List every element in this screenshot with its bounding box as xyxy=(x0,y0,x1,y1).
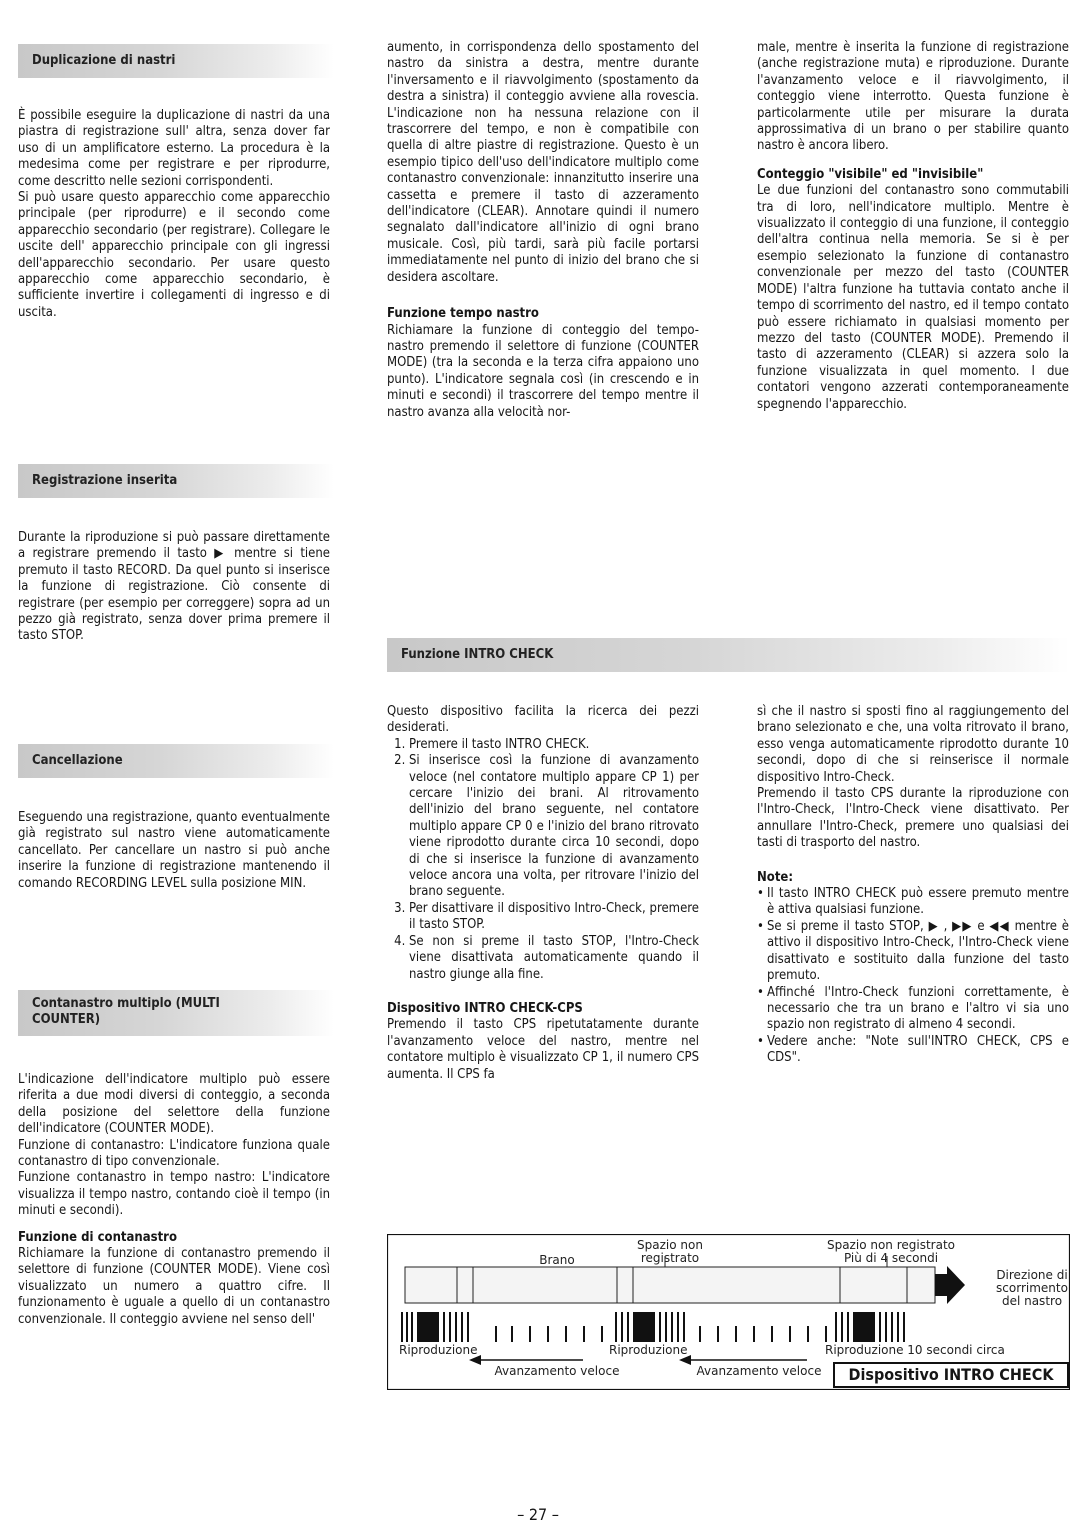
label-direzione-3: del nastro xyxy=(1001,1294,1063,1308)
list-item: • Il tasto INTRO CHECK può essere premuto mentre è attiva qualsiasi funzione. xyxy=(757,886,1069,919)
list-item: 4. Se non si preme il tasto STOP, l'Intro-Check viene disattivata automaticamente quando il nastro giunge alla fine. xyxy=(409,934,699,983)
label-spazio4-2: Più di 4 secondi xyxy=(843,1251,939,1265)
paragraph: male, mentre è inserita la funzione di registrazione (anche registrazione muta) e riproduzione. Durante l'avanzamento veloce e il riavvolgimento, il conteggio viene interrotto. Questa funzione è particolarmente utile per misurare la durata approssimativa di un brano o per stabilire quanto nastro è ancora libero. xyxy=(757,40,1069,154)
intro-steps-list xyxy=(387,737,699,983)
paragraph: Premendo il tasto CPS durante la riproduzione con l'Intro-Check, l'Intro-Check viene disattivato. Per annullare l'Intro-Check, premere uno qualsiasi dei tasti di trasporto del nastro. xyxy=(757,786,1069,851)
header-cancellazione: Cancellazione xyxy=(18,744,334,778)
label-direzione-2: scorrimento xyxy=(996,1281,1068,1295)
subheading-note: Note: xyxy=(757,869,794,885)
list-item: 2. Si inserisce così la funzione di avanzamento veloce (nel contatore multiplo appare CP 1) per cercare l'inizio dei brani. Al ritrovamento dell'inizio del brano seguente, nel contatore multiplo appare CP 0 e l'inizio del brano ritrovato viene riprodotto durante circa 10 secondi, dopo di che si inserisce la funzione di avanzamento veloce ancora una volta, per ritrovare l'inizio del brano seguente. xyxy=(409,753,699,901)
subheading-intro-check-cps: Dispositivo INTRO CHECK-CPS xyxy=(387,1000,583,1016)
paragraph: Funzione di contanastro: L'indicatore funziona quale contanastro di tipo convenzionale. xyxy=(18,1137,330,1170)
paragraph: È possibile eseguire la duplicazione di nastri da una piastra di registrazione sull' altra, senza dover far uso di un amplificatore esterno. La procedura è la medesima come per registrare e per riprodurre, come descritto nelle sezioni corrispondenti. xyxy=(18,108,330,189)
list-item: 1. Premere il tasto INTRO CHECK. xyxy=(409,737,699,753)
header-contanastro-multiplo: Contanastro multiplo (MULTI COUNTER) xyxy=(18,990,334,1036)
tape-strip xyxy=(405,1267,935,1303)
list-item: • Vedere anche: "Note sull'INTRO CHECK, CPS e CDS". xyxy=(757,1034,1069,1067)
paragraph: aumento, in corrispondenza dello spostamento del nastro da sinistra a destra, mentre durante l'inversamento e il riavvolgimento (spostamento da destra a sinistra) il conteggio avviene alla rovescia. L'indicazione non ha nessuna relazione con il trascorrere del tempo, e non è compatibile con quella di altre piastre di registrazione. Questo è un esempio tipico dell'uso dell'indicatore multiplo come contanastro convenzionale: innanzitutto inserire una cassetta e premere il tasto di azzeramento dell'indicatore (CLEAR). Annotare quindi il numero segnalato dall'indicatore all'inizio di ogni brano musicale. Così, più tardi, sarà più facile portarsi immediatamente nel punto di inizio del brano che si desidera ascoltare. xyxy=(387,40,699,285)
label-avanzamento-2: Avanzamento veloce xyxy=(696,1364,822,1378)
cancellazione-text xyxy=(18,810,330,892)
label-direzione-1: Direzione di xyxy=(996,1268,1068,1282)
label-brano: Brano xyxy=(539,1253,575,1267)
label-spazio-1: Spazio non xyxy=(637,1238,703,1252)
playback-block xyxy=(417,1312,439,1342)
subheading-funzione-contanastro: Funzione di contanastro xyxy=(18,1229,177,1245)
header-duplicazione: Duplicazione di nastri xyxy=(18,44,334,78)
list-item: • Se si preme il tasto STOP, ▶ , ▶▶ e ◀◀ mentre è attivo il dispositivo Intro-Check, l'Intro-Check viene disattivato e sostituito dalla funzione del tasto premuto. xyxy=(757,919,1069,985)
intro-check-diagram xyxy=(387,1234,1070,1390)
paragraph: Le due funzioni del contanastro sono commutabili tra di loro, nell'indicatore multiplo. Mentre è visualizzato il conteggio di una funzione, il conteggio dell'altra continua nella memoria. Se si è per esempio selezionato la funzione di contanastro convenzionale per mezzo del tasto (COUNTER MODE) l'altra funzione ha tuttavia contato anche il tempo di scorrimento del nastro, ed il tempo contato può essere richiamato in qualsiasi momento per mezzo del tasto (COUNTER MODE). Premendo il tasto di azzeramento (CLEAR) si azzera solo la funzione visualizzata in quel momento. I due contatori vengono azzerati contemporaneamente spegnendo l'apparecchio. xyxy=(757,183,1069,412)
notes-list xyxy=(757,886,1069,1066)
registrazione-text xyxy=(18,530,330,645)
label-riproduzione-3: Riproduzione 10 secondi circa xyxy=(825,1343,1005,1357)
label-spazio4-1: Spazio non registrato xyxy=(826,1238,956,1252)
paragraph: Questo dispositivo facilita la ricerca dei pezzi desiderati. xyxy=(387,704,699,736)
playback-block xyxy=(853,1312,875,1342)
label-spazio-2: registrato xyxy=(640,1251,700,1265)
paragraph: Funzione contanastro in tempo nastro: L'indicatore visualizza il tempo nastro, contando cioè il tempo (in minuti e secondi). xyxy=(18,1170,330,1219)
header-intro-check: Funzione INTRO CHECK xyxy=(387,638,1070,672)
paragraph: Richiamare la funzione di contanastro premendo il selettore di funzione (COUNTER MODE). Viene così visualizzato un numero a quattro cifre. Il funzionamento è uguale a quello di un contanastro convenzionale. Il conteggio avviene nel senso dell' xyxy=(18,1246,330,1327)
duplicazione-text xyxy=(18,108,330,321)
label-avanzamento-1: Avanzamento veloce xyxy=(494,1364,620,1378)
paragraph: Premendo il tasto CPS ripetutatamente durante l'avanzamento veloce del nastro, mentre nel contatore multiplo è visualizzato CP 1, il numero CPS aumenta. Il CPS fa xyxy=(387,1017,699,1082)
subheading-conteggio-visibile: Conteggio "visibile" ed "invisibile" xyxy=(757,166,984,182)
contanastro-multiplo-text xyxy=(18,1072,330,1328)
column2-top-text xyxy=(387,40,699,421)
playback-block xyxy=(633,1312,655,1342)
paragraph: sì che il nastro si sposti fino al raggiungemento del brano selezionato e che, una volta ritrovato il brano, esso venga automaticamente riprodotto durante 10 secondi, dopo di che si reinserisce il normale dispositivo Intro-Check. xyxy=(757,704,1069,785)
column3-top-text xyxy=(757,40,1069,413)
paragraph: Eseguendo una registrazione, quanto eventualmente già registrato sul nastro viene automaticamente cancellato. Per cancellare un nastro si può anche inserire la funzione di registrazione mantenendo il comando RECORDING LEVEL sulla posizione MIN. xyxy=(18,810,330,891)
paragraph: Si può usare questo apparecchio come apparecchio principale (per riprodurre) e il secondo come apparecchio secondario (per registrare). Collegare le uscite dell' apparecchio principale con gli ingressi dell'apparecchio secondario. Per usare questo apparecchio come apparecchio secondario, è sufficiente invertire i collegamenti di ingresso e di uscita. xyxy=(18,190,330,320)
intro-check-col3-text xyxy=(757,704,1069,1067)
list-item: 3. Per disattivare il dispositivo Intro-Check, premere il tasto STOP. xyxy=(409,901,699,934)
header-registrazione-inserita: Registrazione inserita xyxy=(18,464,334,498)
subheading-tempo-nastro: Funzione tempo nastro xyxy=(387,306,539,322)
label-riproduzione-2: Riproduzione xyxy=(609,1343,688,1357)
diagram-title: Dispositivo INTRO CHECK xyxy=(833,1362,1069,1388)
paragraph: L'indicazione dell'indicatore multiplo può essere riferita a due modi diversi di conteggio, a seconda della posizione del selettore della funzione dell'indicatore (COUNTER MODE). xyxy=(18,1072,330,1137)
page-number: – 27 – xyxy=(517,1505,559,1524)
paragraph: Richiamare la funzione di conteggio del tempo-nastro premendo il selettore di funzione (COUNTER MODE) (tra la seconda e la terza cifra appaiono uno punto). L'indicatore segnala così (in crescendo e in minuti e secondi) il trascorrere del tempo mentre il nastro avanza alla velocità nor- xyxy=(387,322,699,420)
paragraph: Durante la riproduzione si può passare direttamente a registrare premendo il tasto ▶ mentre si tiene premuto il tasto RECORD. Da quel punto si inserisce la funzione di registrazione. Ciò consente di registrare (per esempio per correggere) sopra ad un pezzo già registrato, senza dover prima premere il tasto STOP. xyxy=(18,530,330,644)
intro-check-col2-text xyxy=(387,704,699,1083)
list-item: • Affinché l'Intro-Check funzioni correttamente, è necessario che tra un brano e l'altro vi sia uno spazio non registrato di almeno 4 secondi. xyxy=(757,985,1069,1034)
label-riproduzione-1: Riproduzione xyxy=(399,1343,478,1357)
